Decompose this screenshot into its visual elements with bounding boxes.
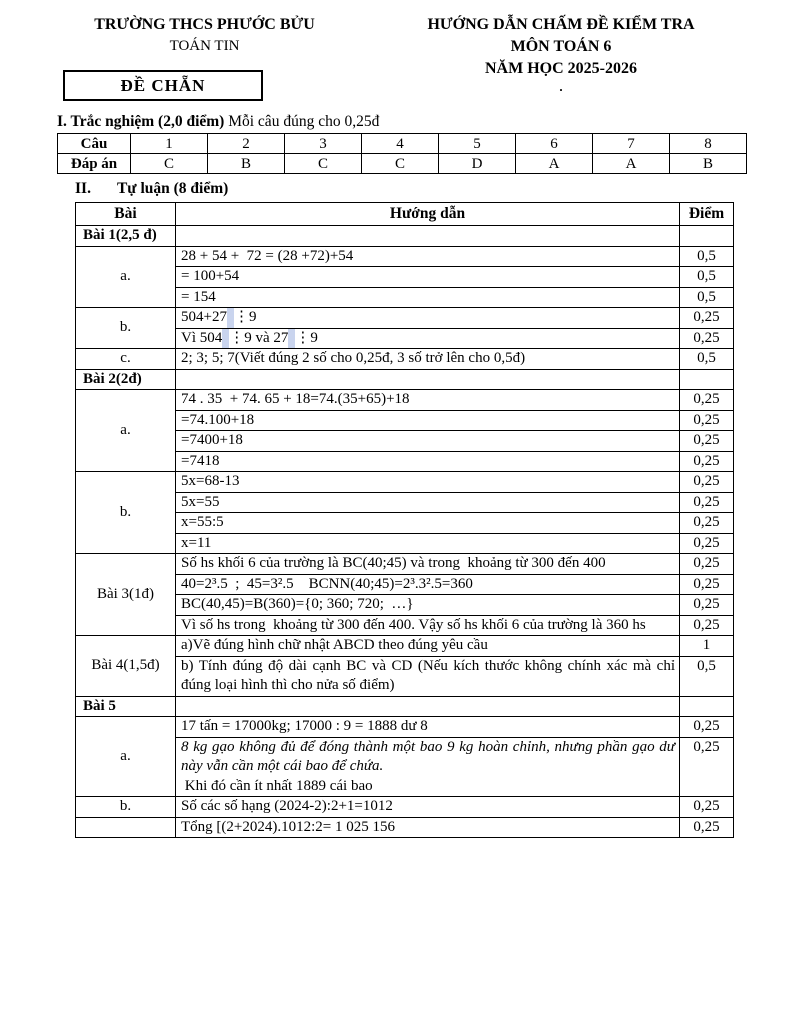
diem-cell: 0,5 [680,656,734,696]
text-line: Khi đó cần ít nhất 1889 cái bao [181,777,373,794]
hd-cell [176,308,680,329]
diem-cell [680,696,734,717]
diem-cell: 0,5 [680,246,734,267]
table-row [76,226,734,247]
question-row-label: Câu [58,134,131,154]
hd-cell: =7418 [176,451,680,472]
bai-cell: b. [76,308,176,349]
hd-cell: = 154 [176,287,680,308]
table-row [76,797,734,818]
answer-cell: C [131,154,208,174]
hd-cell [176,737,680,797]
diem-cell [680,226,734,247]
section1-heading-bold: I. Trắc nghiệm (2,0 điểm) [57,113,225,130]
question-number-cell: 3 [285,134,362,154]
document-header [57,14,792,101]
bai-cell: a. [76,390,176,472]
text-line: 8 kg gạo không đủ để đóng thành một bao 9 kg hoàn chỉnh, nhưng phần gạo dư này vẫn cần một cái bao để chứa. [181,738,679,774]
bai-cell: a. [76,246,176,308]
bai-cell: Bài 2(2đ) [76,369,176,390]
hd-cell: 40=2³.5 ; 45=3².5 BCNN(40;45)=2³.3².5=360 [176,574,680,595]
answer-cell: C [362,154,439,174]
diem-cell: 0,25 [680,615,734,636]
answer-cell: A [516,154,593,174]
stray-dot: . [559,79,563,94]
diem-cell: 0,25 [680,513,734,534]
diem-cell: 1 [680,636,734,657]
column-header-huongdan: Hướng dẫn [176,203,680,226]
bai-cell: b. [76,797,176,818]
answer-cell: B [208,154,285,174]
diem-cell: 0,25 [680,533,734,554]
question-number-cell: 8 [670,134,747,154]
department-name: TOÁN TIN [169,38,240,54]
field-highlight [227,308,234,328]
diem-cell: 0,25 [680,431,734,452]
diem-cell: 0,25 [680,308,734,329]
bai-cell: a. [76,717,176,797]
doc-title-line3: NĂM HỌC 2025-2026 [485,60,637,77]
question-number-cell: 2 [208,134,285,154]
section2-heading-text: Tự luận (8 điểm) [116,180,229,197]
table-row [76,472,734,493]
exam-type-label: ĐỀ CHẴN [120,75,206,95]
answer-row [58,154,747,174]
diem-cell: 0,25 [680,554,734,575]
hd-cell: x=11 [176,533,680,554]
diem-cell: 0,25 [680,472,734,493]
bai-cell: Bài 3(1đ) [76,554,176,636]
table-row [76,817,734,838]
bai-cell [76,817,176,838]
bai-cell: Bài 4(1,5đ) [76,636,176,697]
school-name: TRƯỜNG THCS PHƯỚC BỬU [94,16,315,33]
hd-cell [176,328,680,349]
hd-cell: Số các số hạng (2024-2):2+1=1012 [176,797,680,818]
question-number-cell: 5 [439,134,516,154]
hd-cell [176,226,680,247]
column-header-bai: Bài [76,203,176,226]
hd-cell: 28 + 54 + 72 = (28 +72)+54 [176,246,680,267]
diem-cell: 0,25 [680,574,734,595]
hd-cell: Vì số hs trong khoảng từ 300 đến 400. Vậy số hs khối 6 của trường là 360 hs [176,615,680,636]
multiple-choice-answer-table [57,133,747,174]
hd-cell: 2; 3; 5; 7(Viết đúng 2 số cho 0,25đ, 3 số trở lên cho 0,5đ) [176,349,680,370]
header-left-block [78,14,331,101]
section1-heading [57,112,792,131]
bai-cell: b. [76,472,176,554]
diem-cell: 0,5 [680,267,734,288]
diem-cell: 0,25 [680,717,734,738]
diem-cell: 0,25 [680,451,734,472]
table-row [76,390,734,411]
bai-cell: Bài 1(2,5 đ) [76,226,176,247]
hd-cell: =7400+18 [176,431,680,452]
hd-cell: 17 tấn = 17000kg; 17000 : 9 = 1888 dư 8 [176,717,680,738]
answer-row-label: Đáp án [58,154,131,174]
column-header-diem: Điểm [680,203,734,226]
header-right-block [403,14,719,101]
bai-cell: Bài 5 [76,696,176,717]
diem-cell: 0,25 [680,737,734,797]
doc-title-line2: MÔN TOÁN 6 [510,38,612,55]
diem-cell: 0,25 [680,817,734,838]
diem-cell: 0,25 [680,797,734,818]
text-part: ⋮9 và 27 [229,329,289,346]
table-row [76,349,734,370]
table-row [76,246,734,267]
diem-cell [680,369,734,390]
text-part: ⋮9 [295,329,318,346]
hd-cell: 74 . 35 + 74. 65 + 18=74.(35+65)+18 [176,390,680,411]
section2-heading [57,179,792,199]
hd-cell: = 100+54 [176,267,680,288]
section2-heading-number: II. [75,180,91,197]
answer-cell: D [439,154,516,174]
answer-cell: C [285,154,362,174]
hd-cell: Số hs khối 6 của trường là BC(40;45) và trong khoảng từ 300 đến 400 [176,554,680,575]
text-part: Vì 504 [181,329,223,346]
hd-cell: Tổng [(2+2024).1012:2= 1 025 156 [176,817,680,838]
question-number-cell: 6 [516,134,593,154]
answer-cell: B [670,154,747,174]
diem-cell: 0,5 [680,349,734,370]
diem-cell: 0,25 [680,390,734,411]
diem-cell: 0,25 [680,595,734,616]
hd-cell: b) Tính đúng độ dài cạnh BC và CD (Nếu kích thước không chính xác mà chỉ đúng loại hình thì cho nửa số điểm) [176,656,680,696]
answer-cell: A [593,154,670,174]
diem-cell: 0,25 [680,410,734,431]
hd-cell [176,369,680,390]
doc-title-line1: HƯỚNG DẪN CHẤM ĐỀ KIỂM TRA [427,16,695,33]
exam-type-box [63,70,263,101]
text-part: ⋮9 [233,309,257,325]
question-number-cell: 1 [131,134,208,154]
section1-heading-rest: Mỗi câu đúng cho 0,25đ [224,113,380,130]
bai-cell: c. [76,349,176,370]
hd-cell: a)Vẽ đúng hình chữ nhật ABCD theo đúng yêu cầu [176,636,680,657]
question-number-cell: 7 [593,134,670,154]
hd-cell: =74.100+18 [176,410,680,431]
diem-cell: 0,5 [680,287,734,308]
text-part: 504+27 [181,309,227,325]
hd-cell: BC(40,45)=B(360)={0; 360; 720; …} [176,595,680,616]
table-row [76,308,734,329]
hd-cell: 5x=68-13 [176,472,680,493]
essay-grading-table [75,202,734,838]
table-row [76,636,734,657]
hd-cell: 5x=55 [176,492,680,513]
table-row [76,554,734,575]
question-number-cell: 4 [362,134,439,154]
hd-cell: x=55:5 [176,513,680,534]
table-row [76,369,734,390]
diem-cell: 0,25 [680,492,734,513]
table-row [76,717,734,738]
table-header-row [76,203,734,226]
diem-cell: 0,25 [680,328,734,349]
question-row [58,134,747,154]
hd-cell [176,696,680,717]
table-row [76,696,734,717]
